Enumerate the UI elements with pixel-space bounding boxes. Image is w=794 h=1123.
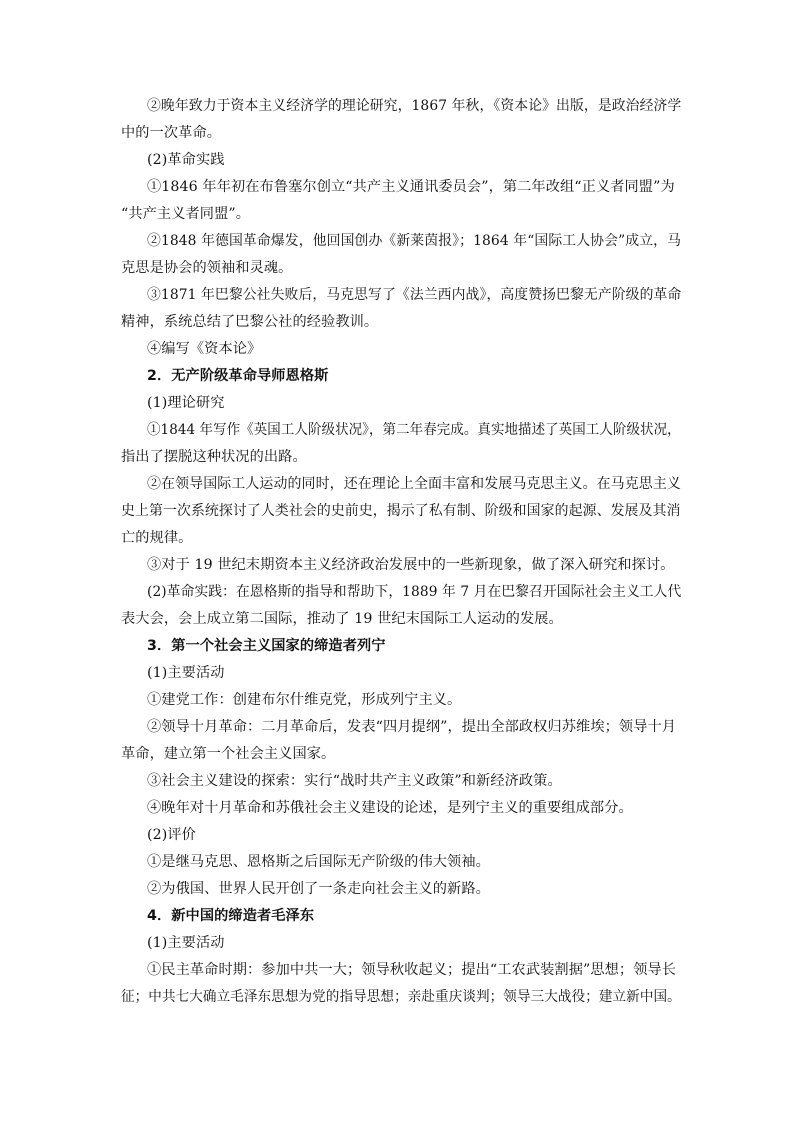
paragraph-line: ①建党工作：创建布尔什维克党，形成列宁主义。 bbox=[147, 692, 462, 708]
paragraph-line: ③社会主义建设的探索：实行“战时共产主义政策”和新经济政策。 bbox=[147, 773, 562, 789]
paragraph-line: ②1848 年德国革命爆发，他回国创办《新莱茵报》；1864 年“国际工人协会”成立，马 bbox=[147, 233, 682, 249]
paragraph-line: ③对于 19 世纪末期资本主义经济政治发展中的一些新现象，做了深入研究和探讨。 bbox=[147, 557, 675, 573]
paragraph-line: ②为俄国、世界人民开创了一条走向社会主义的新路。 bbox=[147, 881, 490, 897]
paragraph-line: 史上第一次系统探讨了人类社会的史前史，揭示了私有制、阶级和国家的起源、发展及其消 bbox=[121, 503, 681, 519]
section-heading: 3．第一个社会主义国家的缔造者列宁 bbox=[147, 638, 386, 654]
paragraph-line: ②领导十月革命：二月革命后，发表“四月提纲”，提出全部政权归苏维埃；领导十月 bbox=[147, 719, 677, 735]
paragraph-line: 亡的规律。 bbox=[121, 530, 193, 546]
paragraph-line: ②晚年致力于资本主义经济学的理论研究，1867 年秋，《资本论》出版，是政治经济学 bbox=[147, 98, 682, 114]
paragraph-line: ①1846 年年初在布鲁塞尔创立“共产主义通讯委员会”，第二年改组“正义者同盟”为 bbox=[147, 179, 675, 195]
paragraph-line: ①1844 年写作《英国工人阶级状况》，第二年春完成。真实地描述了英国工人阶级状况， bbox=[147, 422, 681, 438]
paragraph-line: “共产主义者同盟”。 bbox=[121, 206, 251, 222]
paragraph-line: ①民主革命时期：参加中共一大；领导秋收起义；提出“工农武装割据”思想；领导长 bbox=[147, 962, 677, 978]
paragraph-line: ②在领导国际工人运动的同时，还在理论上全面丰富和发展马克思主义。在马克思主义 bbox=[147, 476, 681, 492]
subheading: (1)主要活动 bbox=[147, 935, 225, 951]
paragraph-line: 指出了摆脱这种状况的出路。 bbox=[121, 449, 307, 465]
paragraph-line: 精神，系统总结了巴黎公社的经验教训。 bbox=[121, 314, 379, 330]
section-heading: 4．新中国的缔造者毛泽东 bbox=[147, 908, 315, 924]
paragraph-line: 征；中共七大确立毛泽东思想为党的指导思想；亲赴重庆谈判；领导三大战役；建立新中国。 bbox=[121, 989, 681, 1005]
paragraph-line: ④编写《资本论》 bbox=[147, 341, 262, 357]
subheading: (1)理论研究 bbox=[147, 395, 225, 411]
paragraph-line: 革命，建立第一个社会主义国家。 bbox=[121, 746, 336, 762]
paragraph-line: ④晚年对十月革命和苏俄社会主义建设的论述，是列宁主义的重要组成部分。 bbox=[147, 800, 633, 816]
paragraph-line: 中的一次革命。 bbox=[121, 125, 222, 141]
subheading: (1)主要活动 bbox=[147, 665, 225, 681]
subheading: (2)评价 bbox=[147, 827, 196, 843]
section-heading: 2．无产阶级革命导师恩格斯 bbox=[147, 368, 329, 384]
paragraph-line: (2)革命实践：在恩格斯的指导和帮助下，1889 年 7 月在巴黎召开国际社会主义工人代 bbox=[147, 584, 682, 600]
paragraph-line: ①是继马克思、恩格斯之后国际无产阶级的伟大领袖。 bbox=[147, 854, 490, 870]
paragraph-line: 表大会，会上成立第二国际，推动了 19 世纪末国际工人运动的发展。 bbox=[121, 611, 563, 627]
subheading: (2)革命实践 bbox=[147, 152, 225, 168]
paragraph-line: 克思是协会的领袖和灵魂。 bbox=[121, 260, 293, 276]
paragraph-line: ③1871 年巴黎公社失败后，马克思写了《法兰西内战》，高度赞扬巴黎无产阶级的革命 bbox=[147, 287, 682, 303]
